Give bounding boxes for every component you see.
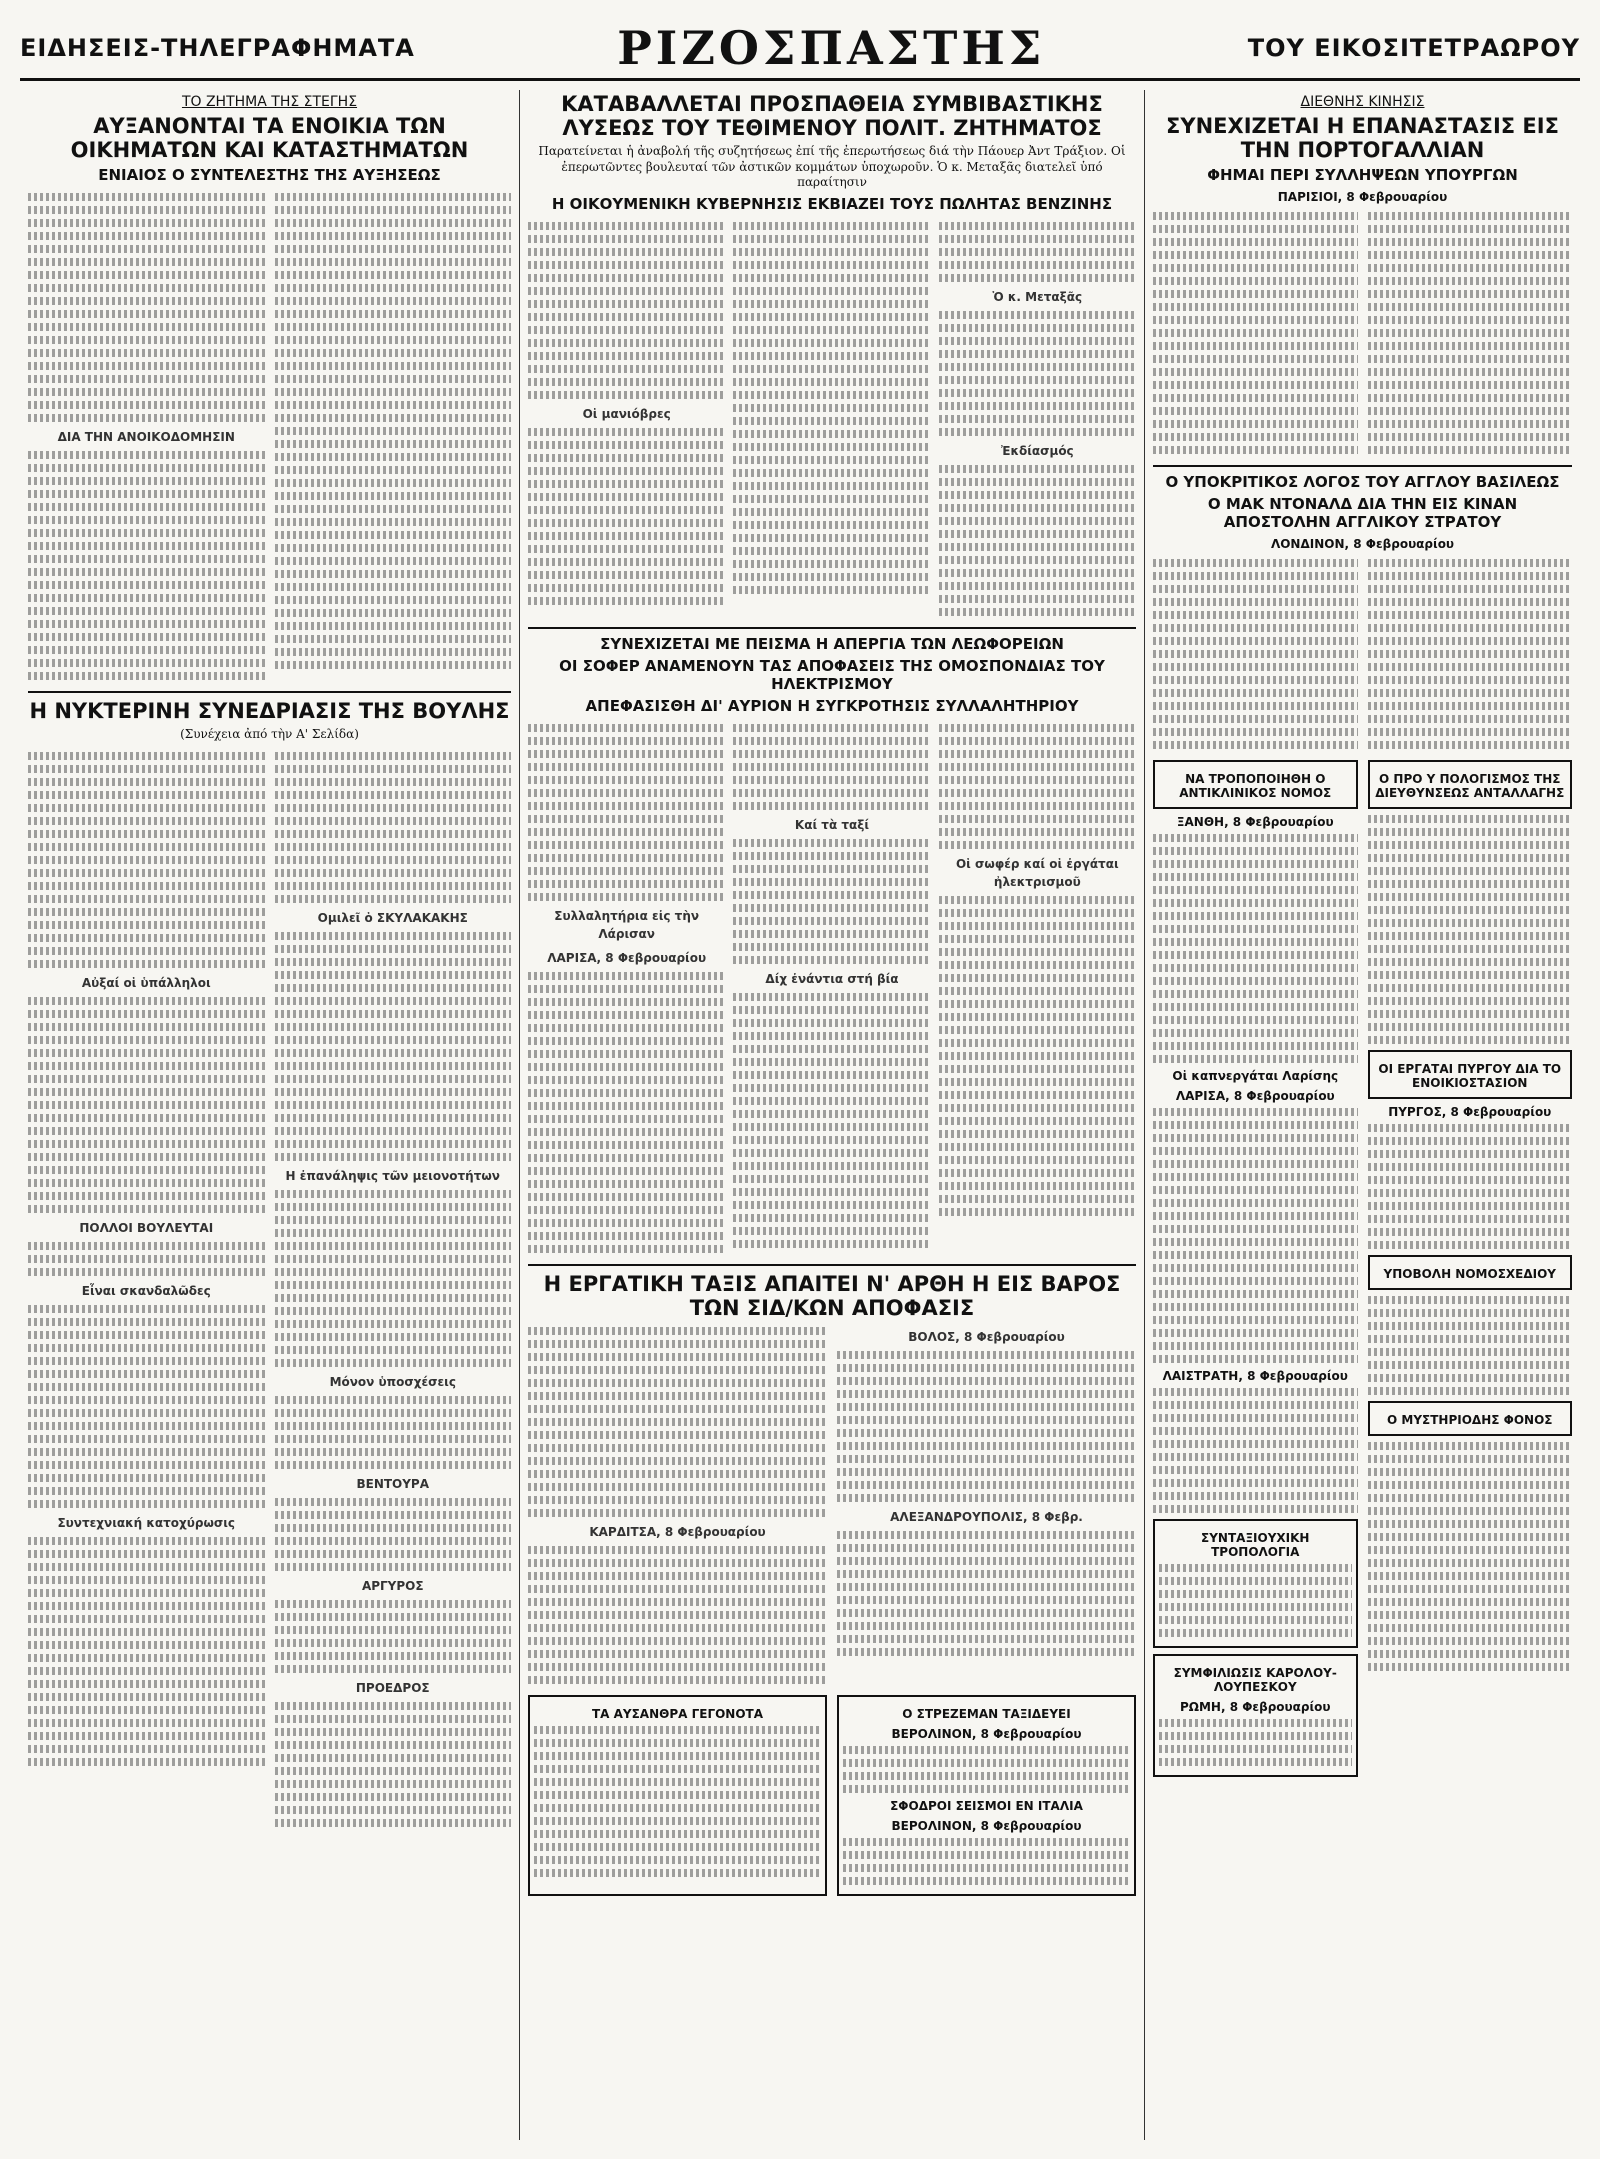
columns xyxy=(20,90,1580,2140)
section-heading: Ομιλεῖ ὁ ΣΚΥΛΑΚΑΚΗΣ xyxy=(317,911,468,926)
dateline: ΒΕΡΟΛΙΝΟΝ, 8 Φεβρουαρίου xyxy=(891,1727,1082,1742)
section-heading: ΠΟΛΛΟΙ ΒΟΥΛΕΥΤΑΙ xyxy=(79,1221,214,1236)
dateline: ΒΕΡΟΛΙΝΟΝ, 8 Φεβρουαρίου xyxy=(891,1819,1082,1834)
text-column xyxy=(1368,815,1573,1044)
article-body xyxy=(528,719,1136,1258)
masthead-right: ΤΟΥ ΕΙΚΟΣΙΤΕΤΡΑΩΡΟΥ xyxy=(1247,34,1580,62)
article-body xyxy=(1153,554,1572,754)
section-heading: Ὁ κ. Μεταξᾶς xyxy=(992,290,1083,305)
section-heading: Καί τὰ ταξί xyxy=(794,818,870,833)
section-heading: Οἱ καπνεργάται Λαρίσης xyxy=(1172,1069,1339,1084)
article-headline: Η ΝΥΚΤΕΡΙΝΗ ΣΥΝΕΔΡΙΑΣΙΣ ΤΗΣ ΒΟΥΛΗΣ xyxy=(29,699,510,724)
article-kicker: ΤΟ ΖΗΤΗΜΑ ΤΗΣ ΣΤΕΓΗΣ xyxy=(181,94,358,110)
news-box xyxy=(1153,1519,1358,1648)
text-column xyxy=(528,217,725,621)
news-box xyxy=(528,1695,827,1896)
news-box xyxy=(1153,1654,1358,1777)
text-column xyxy=(1153,207,1358,459)
divider xyxy=(1153,465,1572,467)
article-headline: ΣΥΝΕΧΙΖΕΤΑΙ ΜΕ ΠΕΙΣΜΑ Η ΑΠΕΡΓΙΑ ΤΩΝ ΛΕΩΦΟΡΕΙΩΝ xyxy=(600,635,1064,654)
section-heading: Η ἐπανάληψις τῶν μειονοτήτων xyxy=(285,1169,500,1184)
box-text xyxy=(1159,1564,1352,1637)
box-headline: Ο ΜΥΣΤΗΡΙΟΔΗΣ ΦΟΝΟΣ xyxy=(1387,1413,1553,1428)
box-headline: ΣΥΜΦΙΛΙΩΣΙΣ ΚΑΡΟΛΟΥ-ΛΟΥΠΕΣΚΟΥ xyxy=(1173,1666,1337,1695)
news-box xyxy=(1153,760,1358,809)
column-left xyxy=(20,90,520,2140)
text-column xyxy=(939,217,1136,621)
article-subhead: Παρατείνεται ἡ ἀναβολή τῆς συζητήσεως ἐπί τῆς ἐπερωτήσεως διά τὴν Πάουερ Ἀντ Τράξιον. Οἱ ἐπερωτῶντες βουλευταί τῶν ἀστικῶν κομμάτων ὑποχωροῦν. Ὁ κ. Μεταξᾶς διατελεῖ ὑπό παραίτησιν xyxy=(538,144,1126,190)
text-column xyxy=(1368,1124,1573,1249)
article-headline: ΟΙ ΣΟΦΕΡ ΑΝΑΜΕΝΟΥΝ ΤΑΣ ΑΠΟΦΑΣΕΙΣ ΤΗΣ ΟΜΟΣΠΟΝΔΙΑΣ ΤΟΥ ΗΛΕΚΤΡΙΣΜΟΥ xyxy=(559,657,1105,694)
article-body xyxy=(1153,754,1572,1783)
dateline: ΛΟΝΔΙΝΟΝ, 8 Φεβρουαρίου xyxy=(1270,537,1455,552)
section-heading: Αὐξαί οἱ ὑπάλληλοι xyxy=(81,976,211,991)
news-box xyxy=(1368,1255,1573,1290)
box-headline: Ο ΣΤΡΕΖΕΜΑΝ ΤΑΞΙΔΕΥΕΙ xyxy=(902,1707,1071,1722)
text-column xyxy=(528,719,725,1258)
dateline: ΚΑΡΔΙΤΣΑ, 8 Φεβρουαρίου xyxy=(589,1525,766,1540)
text-column xyxy=(1368,554,1573,754)
dateline: ΛΑΡΙΣΑ, 8 Φεβρουαρίου xyxy=(547,951,707,966)
text-column xyxy=(28,747,265,1832)
news-box xyxy=(1368,760,1573,809)
article-note: (Συνέχεια ἀπό τὴν Α' Σελίδα) xyxy=(180,727,359,742)
box-headline: ΟΙ ΕΡΓΑΤΑΙ ΠΥΡΓΟΥ ΔΙΑ ΤΟ ΕΝΟΙΚΙΟΣΤΑΣΙΟΝ xyxy=(1378,1062,1562,1091)
bottom-boxes xyxy=(528,1689,1136,1902)
section-heading: Συντεχνιακή κατοχύρωσις xyxy=(57,1516,236,1531)
box-text xyxy=(1159,1719,1352,1766)
box-text xyxy=(843,1838,1130,1885)
divider xyxy=(28,691,511,693)
text-column xyxy=(1368,1442,1573,1671)
text-column xyxy=(1153,1388,1358,1513)
text-column xyxy=(1153,1108,1358,1363)
masthead-left: ΕΙΔΗΣΕΙΣ-ΤΗΛΕΓΡΑΦΗΜΑΤΑ xyxy=(20,34,415,62)
dateline: ΛΑΡΙΣΑ, 8 Φεβρουαρίου xyxy=(1175,1089,1335,1104)
section-heading: Οἱ σωφέρ καί οἱ ἐργάται ἠλεκτρισμοῦ xyxy=(955,857,1119,890)
newspaper-title: ΡΙΖΟΣΠΑΣΤΗΣ xyxy=(617,21,1046,75)
article-body xyxy=(1153,207,1572,459)
box-headline: ΥΠΟΒΟΛΗ ΝΟΜΟΣΧΕΔΙΟΥ xyxy=(1383,1267,1556,1282)
dateline: ΞΑΝΘΗ, 8 Φεβρουαρίου xyxy=(1176,815,1334,830)
text-column xyxy=(733,217,930,621)
article-headline: ΣΥΝΕΧΙΖΕΤΑΙ Η ΕΠΑΝΑΣΤΑΣΙΣ ΕΙΣ ΤΗΝ ΠΟΡΤΟΓΑΛΛΙΑΝ xyxy=(1166,114,1559,163)
box-headline: ΣΦΟΔΡΟΙ ΣΕΙΣΜΟΙ ΕΝ ΙΤΑΛΙΑ xyxy=(890,1799,1083,1814)
text-column xyxy=(837,1322,1136,1689)
column-right xyxy=(1145,90,1580,2140)
article-headline: ΑΥΞΑΝΟΝΤΑΙ ΤΑ ΕΝΟΙΚΙΑ ΤΩΝ ΟΙΚΗΜΑΤΩΝ ΚΑΙ ΚΑΤΑΣΤΗΜΑΤΩΝ xyxy=(70,114,469,163)
dateline: ΛΑΙΣΤΡΑΤΗ, 8 Φεβρουαρίου xyxy=(1162,1369,1348,1384)
column-center xyxy=(520,90,1145,2140)
box-headline: Ο ΠΡΟ Υ ΠΟΛΟΓΙΣΜΟΣ ΤΗΣ ΔΙΕΥΘΥΝΣΕΩΣ ΑΝΤΑΛΛΑΓΗΣ xyxy=(1375,772,1565,801)
article-headline: Η ΕΡΓΑΤΙΚΗ ΤΑΞΙΣ ΑΠΑΙΤΕΙ Ν' ΑΡΘΗ Η ΕΙΣ ΒΑΡΟΣ ΤΩΝ ΣΙΔ/ΚΩΝ ΑΠΟΦΑΣΙΣ xyxy=(543,1272,1121,1321)
article-headline: Ο ΜΑΚ ΝΤΟΝΑΛΔ ΔΙΑ ΤΗΝ ΕΙΣ ΚΙΝΑΝ ΑΠΟΣΤΟΛΗΝ ΑΓΓΛΙΚΟΥ ΣΤΡΑΤΟΥ xyxy=(1207,495,1518,532)
article-headline: ΚΑΤΑΒΑΛΛΕΤΑΙ ΠΡΟΣΠΑΘΕΙΑ ΣΥΜΒΙΒΑΣΤΙΚΗΣ ΛΥΣΕΩΣ ΤΟΥ ΤΕΘΙΜΕΝΟΥ ΠΟΛΙΤ. ΖΗΤΗΜΑΤΟΣ xyxy=(561,92,1103,141)
divider xyxy=(528,1264,1136,1266)
text-column xyxy=(528,1322,827,1689)
section-heading: Δίχ ἐνάντια στή βία xyxy=(765,972,899,987)
masthead xyxy=(20,18,1580,81)
text-column xyxy=(1368,1296,1573,1395)
section-heading: ΠΡΟΕΔΡΟΣ xyxy=(355,1681,430,1696)
news-box xyxy=(1368,1050,1573,1099)
text-column xyxy=(1368,207,1573,459)
text-column xyxy=(1153,834,1358,1063)
dateline: ΠΑΡΙΣΙΟΙ, 8 Φεβρουαρίου xyxy=(1277,190,1448,205)
box-headline: ΤΑ ΑΥΣΑΝΘΡΑ ΓΕΓΟΝΟΤΑ xyxy=(591,1707,764,1722)
article-kicker: ΔΙΕΘΝΗΣ ΚΙΝΗΣΙΣ xyxy=(1300,94,1425,110)
article-headline: Ο ΥΠΟΚΡΙΤΙΚΟΣ ΛΟΓΟΣ ΤΟΥ ΑΓΓΛΟΥ ΒΑΣΙΛΕΩΣ xyxy=(1165,473,1560,492)
news-box xyxy=(1368,1401,1573,1436)
section-heading: ΔΙΑ ΤΗΝ ΑΝΟΙΚΟΔΟΜΗΣΙΝ xyxy=(57,430,235,445)
section-banner: Η ΟΙΚΟΥΜΕΝΙΚΗ ΚΥΒΕΡΝΗΣΙΣ ΕΚΒΙΑΖΕΙ ΤΟΥΣ ΠΩΛΗΤΑΣ ΒΕΝΖΙΝΗΣ xyxy=(551,195,1113,214)
section-heading: ΑΡΓΥΡΟΣ xyxy=(361,1579,424,1594)
section-heading: ΒΕΝΤΟΥΡΑ xyxy=(356,1477,430,1492)
article-headline: ΑΠΕΦΑΣΙΣΘΗ ΔΙ' ΑΥΡΙΟΝ Η ΣΥΓΚΡΟΤΗΣΙΣ ΣΥΛΛΑΛΗΤΗΡΙΟΥ xyxy=(585,697,1079,716)
divider xyxy=(528,627,1136,629)
box-text xyxy=(534,1726,821,1877)
section-heading: Συλλαλητήρια εἰς τὴν Λάρισαν xyxy=(554,909,700,942)
section-heading: Ἐκδίασμός xyxy=(1000,444,1074,459)
article-subhead: ΕΝΙΑΙΟΣ Ο ΣΥΝΤΕΛΕΣΤΗΣ ΤΗΣ ΑΥΞΗΣΕΩΣ xyxy=(98,166,441,185)
text-column xyxy=(275,188,512,685)
section-heading: Οἱ μανιόβρες xyxy=(582,407,671,422)
dateline: ΒΟΛΟΣ, 8 Φεβρουαρίου xyxy=(908,1330,1065,1345)
article-body xyxy=(528,217,1136,621)
box-headline: ΣΥΝΤΑΞΙΟΥΧΙΚΗ ΤΡΟΠΟΛΟΓΙΑ xyxy=(1201,1531,1310,1560)
text-column xyxy=(733,719,930,1258)
section-heading: Εἶναι σκανδαλῶδες xyxy=(81,1284,211,1299)
text-column xyxy=(275,747,512,1832)
box-headline: ΝΑ ΤΡΟΠΟΠΟΙΗΘΗ Ο ΑΝΤΙΚΛΙΝΙΚΟΣ ΝΟΜΟΣ xyxy=(1179,772,1332,801)
news-box xyxy=(837,1695,1136,1896)
section-heading: Μόνον ὑποσχέσεις xyxy=(329,1375,456,1390)
article-subhead: ΦΗΜΑΙ ΠΕΡΙ ΣΥΛΛΗΨΕΩΝ ΥΠΟΥΡΓΩΝ xyxy=(1207,166,1518,185)
dateline: ΡΩΜΗ, 8 Φεβρουαρίου xyxy=(1179,1700,1331,1715)
article-body xyxy=(28,747,511,1832)
article-body xyxy=(28,188,511,685)
text-column xyxy=(1153,554,1358,754)
box-text xyxy=(843,1746,1130,1793)
text-column xyxy=(939,719,1136,1258)
text-column xyxy=(28,188,265,685)
dateline: ΑΛΕΞΑΝΔΡΟΥΠΟΛΙΣ, 8 Φεβρ. xyxy=(890,1510,1083,1525)
dateline: ΠΥΡΓΟΣ, 8 Φεβρουαρίου xyxy=(1388,1105,1552,1120)
article-body xyxy=(528,1322,1136,1689)
